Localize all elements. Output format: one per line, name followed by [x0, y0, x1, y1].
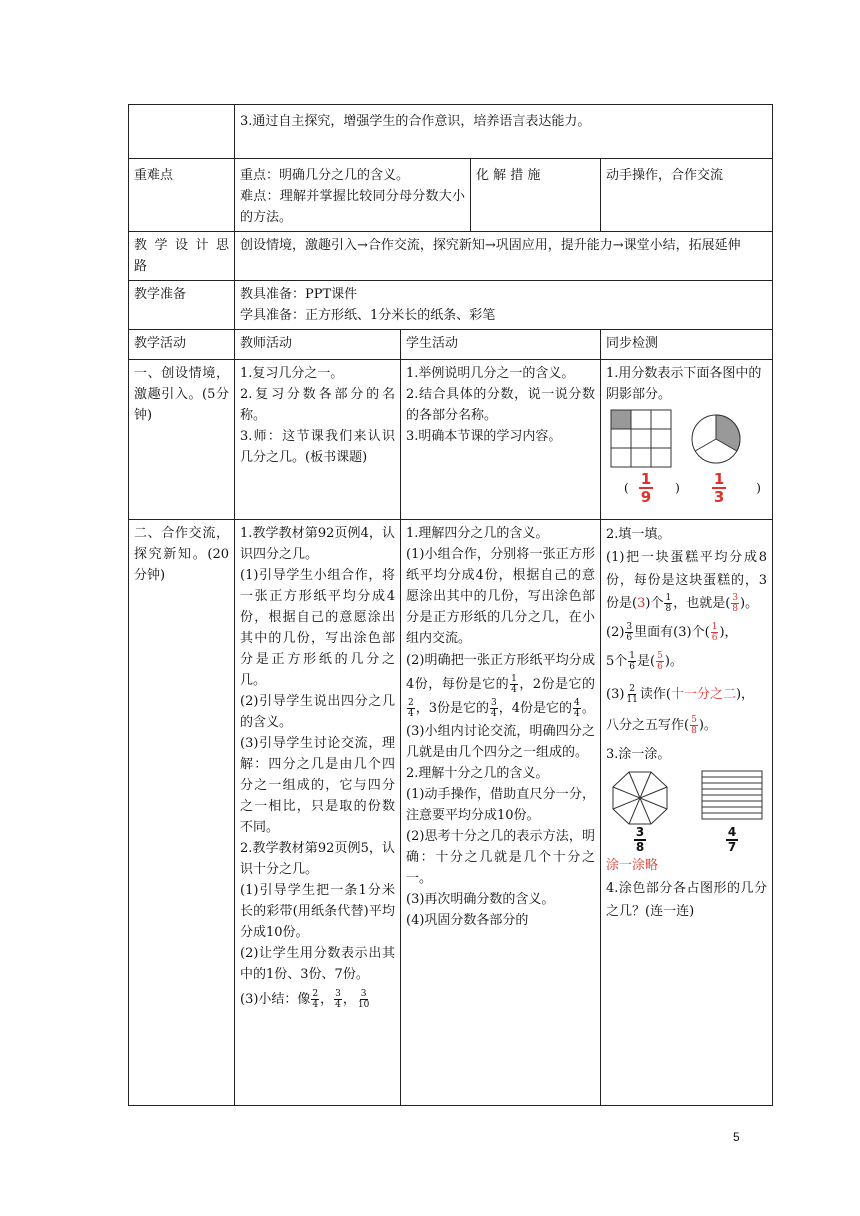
section2-row [129, 520, 773, 1106]
s1-student-1: 1.举例说明几分之一的含义。 [406, 366, 575, 381]
s2-student-6: (1)动手操作，借助直尺分一分，注意要平均分成10份。 [406, 787, 595, 823]
section1-student [401, 360, 601, 520]
fraction: $\frac{3}{6}$ [626, 622, 633, 643]
s2-check-1: 2.填一填。 [606, 527, 671, 542]
fraction: $\frac{2}{11}$ [626, 684, 638, 705]
section1-check [601, 360, 773, 520]
answer-fraction-2: 1 3 [713, 470, 725, 506]
grid-figure [610, 409, 672, 469]
prep-teacher: 教具准备：PPT课件 [240, 287, 358, 302]
s2-check-5-answer: 涂一涂略 [606, 858, 659, 873]
s2-teacher-6: (1)引导学生把一条1分米长的彩带(用纸条代替)平均分成10份。 [240, 883, 395, 940]
s2-teacher-8: (3)小结：像 $\frac{2}{4}$ ， $\frac{3}{4}$ ， $\frac{3}{10}$ [240, 989, 370, 1010]
circle-figure [690, 413, 742, 465]
answer-fraction-1: 1 9 [640, 470, 652, 506]
section2-check [601, 520, 773, 1106]
s1-answers [606, 471, 767, 505]
fraction: $\frac{3}{4}$ [491, 698, 497, 719]
octagon-figure [610, 770, 670, 826]
header-student: 学生活动 [401, 330, 601, 360]
fraction: $\frac{1}{8}$ [665, 593, 672, 614]
s2-check-4b: 八分之五写作( $\frac{5}{8}$ )。 [606, 715, 717, 736]
s2-check-3: (2) $\frac{3}{6}$ 里面有(3)个( $\frac{1}{6}$ )， [606, 622, 738, 643]
s2-check-6: 4.涂色部分各占图形的几分之几？(连一连) [606, 881, 767, 919]
s2-student-2: (1)小组合作，分别将一张正方形纸平均分成4份，根据自己的意愿涂出其中的几份，写出涂色部分是正方形纸的几分之几，在小组内交流。 [406, 547, 595, 646]
goal-label-cell [129, 105, 235, 159]
key-row [129, 159, 773, 232]
fraction: $\frac{3}{4}$ [335, 989, 341, 1010]
stripes-group [701, 770, 763, 854]
s2-teacher-4: (3)引导学生讨论交流，理解：四分之几是由几个四分之一组成的，它与四分之一相比，只是取的份数不同。 [240, 736, 395, 835]
header-row [129, 330, 773, 360]
header-activity: 教学活动 [129, 330, 235, 360]
s2-check-3b: 5个 $\frac{1}{6}$ 是( $\frac{5}{6}$ )。 [606, 651, 683, 672]
answer-fraction: $\frac{1}{6}$ [711, 622, 718, 643]
fraction: $\frac{1}{4}$ [511, 674, 517, 695]
fraction: $\frac{2}{4}$ [408, 698, 414, 719]
stripes-fraction: 4 7 [727, 825, 737, 854]
design-label: 教 学 设 计 思 路 [129, 232, 235, 281]
s1-student-3: 3.明确本节课的学习内容。 [406, 429, 562, 444]
s2-student-4: (3)小组内讨论交流，明确四分之几就是由几个四分之一组成的。 [406, 724, 595, 760]
section1-teacher [235, 360, 401, 520]
section1-row [129, 360, 773, 520]
s2-teacher-5: 2.教学教材第92页例5，认识十分之几。 [240, 841, 395, 877]
fraction: $\frac{1}{6}$ [629, 651, 636, 672]
s2-student-3: (2)明确把一张正方形纸平均分成4份，每份是它的 $\frac{1}{4}$ ，2份是它的 $\frac{2}{4}$ ，3份是它的 $\frac{3}{4}$ ，4份是它的 $\frac{4}{4}$ 。 [406, 653, 595, 719]
prep-cell [235, 281, 773, 330]
s2-check-5: 3.涂一涂。 [606, 747, 671, 762]
s2-teacher-3: (2)引导学生说出四分之几的含义。 [240, 694, 395, 730]
design-text: 创设情境，激趣引入→合作交流，探究新知→巩固应用，提升能力→课堂小结，拓展延伸 [235, 232, 773, 281]
s1-teacher-1: 1.复习几分之一。 [240, 366, 344, 381]
paren: ) [756, 480, 761, 495]
key-points-cell [235, 159, 471, 232]
s2-teacher-2: (1)引导学生小组合作，将一张正方形纸平均分成4份，根据自己的意愿涂出其中的几份，写出涂色部分是正方形纸的几分之几。 [240, 568, 395, 688]
answer-fraction: $\frac{3}{8}$ [732, 593, 739, 614]
header-teacher: 教师活动 [235, 330, 401, 360]
stripes-figure [701, 770, 763, 820]
s2-student-9: (4)巩固分数各部分的 [406, 913, 529, 928]
s2-teacher-7: (2)让学生用分数表示出其中的1份、3份、7份。 [240, 946, 395, 982]
fraction: $\frac{2}{4}$ [312, 989, 319, 1010]
s2-check-2: (1)把一块蛋糕平均分成8份，每份是这块蛋糕的，3份是(3)个 $\frac{1}{8}$ ，也就是( $\frac{3}{8}$ )。 [606, 550, 767, 614]
answer-fraction: $\frac{5}{6}$ [657, 651, 663, 672]
key-label: 重难点 [129, 159, 235, 232]
section2-student [401, 520, 601, 1106]
section2-title: 二、合作交流，探究新知。(20分钟) [129, 520, 235, 1106]
fraction: $\frac{3}{10}$ [357, 989, 370, 1010]
answer-fraction: $\frac{5}{8}$ [691, 715, 697, 736]
hard-point: 难点：理解并掌握比较同分母分数大小的方法。 [240, 189, 465, 225]
goal-text: 3.通过自主探究，增强学生的合作意识，培养语言表达能力。 [235, 105, 773, 159]
s2-check-4: (3) $\frac{2}{11}$ 读作(十一分之二)， [606, 684, 755, 705]
s1-teacher-3: 3.师：这节课我们来认识几分之几。(板书课题) [240, 429, 395, 465]
goal-row [129, 105, 773, 159]
design-row [129, 232, 773, 281]
lesson-table [128, 104, 773, 1106]
s1-student-2: 2.结合具体的分数，说一说分数的各部分名称。 [406, 387, 595, 423]
page-number: 5 [733, 1130, 740, 1144]
measure-label [471, 159, 601, 232]
prep-student: 学具准备：正方形纸、1分米长的纸条、彩笔 [240, 308, 496, 323]
s2-teacher-1: 1.教学教材第92页例4，认识四分之几。 [240, 526, 395, 562]
octagon-fraction: 3 8 [635, 825, 645, 854]
measure-label-text: 化 解 措 施 [476, 168, 541, 183]
s2-student-8: (3)再次明确分数的含义。 [406, 892, 555, 907]
paren: ) [675, 480, 680, 495]
s2-student-5: 2.理解十分之几的含义。 [406, 766, 549, 781]
s1-teacher-2: 2.复习分数各部分的名称。 [240, 387, 395, 423]
key-point: 重点：明确几分之几的含义。 [240, 168, 410, 183]
s2-student-7: (2)思考十分之几的表示方法，明确：十分之几就是几个十分之一。 [406, 829, 595, 886]
prep-label: 教学准备 [129, 281, 235, 330]
s2-student-1: 1.理解四分之几的含义。 [406, 526, 549, 541]
fraction: $\frac{4}{4}$ [574, 698, 580, 719]
prep-row [129, 281, 773, 330]
paren: ( [624, 480, 629, 495]
header-check: 同步检测 [601, 330, 773, 360]
section2-teacher [235, 520, 401, 1106]
octagon-group [610, 770, 670, 854]
section1-title: 一、创设情境，激趣引入。(5分钟) [129, 360, 235, 520]
s2-paint-figures [606, 766, 767, 854]
s1-figures [606, 409, 767, 469]
measure-text: 动手操作，合作交流 [601, 159, 773, 232]
s1-check-text: 1.用分数表示下面各图中的阴影部分。 [606, 366, 762, 402]
